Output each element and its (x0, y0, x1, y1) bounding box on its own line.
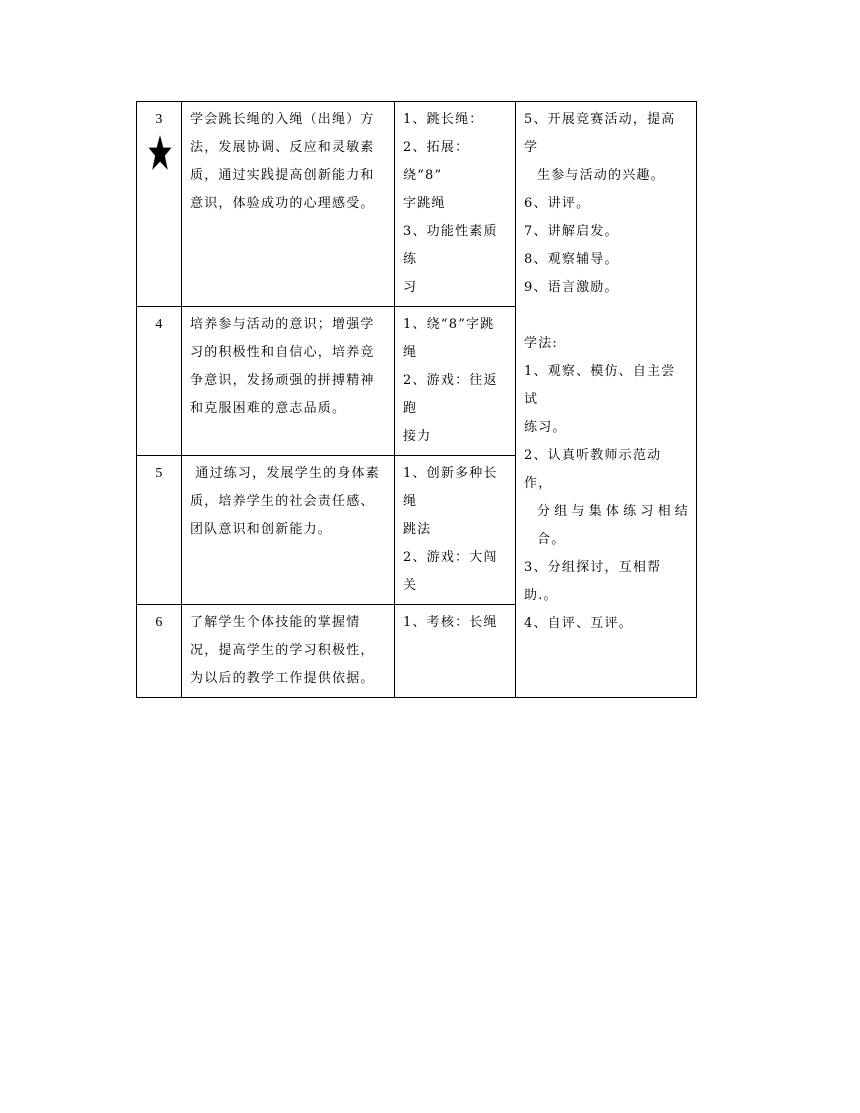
objective-line: 学会跳长绳的入绳（出绳）方 (190, 112, 375, 127)
lesson-plan-table (136, 101, 697, 698)
content-cell (395, 307, 516, 456)
learning-method-line: 练习。 (524, 420, 567, 435)
objective-line: 了解学生个体技能的掌握情 (190, 615, 361, 630)
objective-cell (182, 307, 395, 456)
teaching-method-line: 生参与活动的兴趣。 (537, 168, 665, 183)
content-line: 1、跳长绳： (403, 112, 484, 127)
content-cell (395, 102, 516, 307)
objective-line: 通过练习，发展学生的身体素 (190, 466, 380, 481)
teaching-method-line: 8、观察辅导。 (524, 252, 619, 267)
learning-method-line: 2、认真听教师示范动作， (524, 448, 662, 491)
learning-method-line: 1、观察、模仿、自主尝试 (524, 364, 676, 407)
row-number-cell (137, 102, 182, 307)
objective-line: 质，通过实践提高创新能力和 (190, 168, 375, 183)
objective-line: 况，提高学生的学习积极性， (190, 643, 375, 658)
teaching-method-line: 7、讲解启发。 (524, 224, 619, 239)
content-cell (395, 456, 516, 605)
content-line: 1、创新多种长绳 (403, 466, 498, 509)
objective-line: 和克服困难的意志品质。 (190, 401, 347, 416)
objective-cell (182, 456, 395, 605)
content-line: 3、功能性素质练 (403, 224, 498, 267)
content-line: 字跳绳 (403, 196, 446, 211)
content-line: 1、考核：长绳 (403, 615, 498, 630)
content-line: 接力 (403, 429, 432, 444)
content-line: 2、拓展：绕“8” (403, 140, 470, 183)
row-number-cell (137, 605, 182, 698)
teaching-method-line: 6、讲评。 (524, 196, 591, 211)
row-number: 3 (155, 112, 164, 127)
learning-method-line: 3、分组探讨，互相帮助.。 (524, 560, 662, 603)
spacer (524, 302, 689, 330)
learning-method-title: 学法: (524, 336, 558, 351)
content-line: 绳 (403, 345, 418, 360)
content-line: 2、游戏：往返跑 (403, 373, 498, 416)
content-line: 跳法 (403, 522, 432, 537)
objective-line: 争意识，发扬顽强的拼搏精神 (190, 373, 375, 388)
objective-line: 质，培养学生的社会责任感、 (190, 494, 375, 509)
star-icon (148, 134, 172, 172)
teaching-method-line: 9、语言激励。 (524, 280, 619, 295)
table-row (137, 102, 697, 307)
row-number-cell (137, 307, 182, 456)
content-line: 1、绕“8”字跳 (403, 317, 495, 332)
objective-line: 法，发展协调、反应和灵敏素 (190, 140, 375, 155)
row-number: 5 (155, 466, 164, 481)
row-number: 6 (155, 615, 164, 630)
objective-line: 意识，体验成功的心理感受。 (190, 196, 375, 211)
objective-cell (182, 102, 395, 307)
objective-line: 习的积极性和自信心，培养竞 (190, 345, 375, 360)
row-number: 4 (155, 317, 164, 332)
learning-method-line: 4、自评、互评。 (524, 616, 633, 631)
content-line: 习 (403, 280, 418, 295)
learning-method-line: 合。 (537, 532, 566, 547)
objective-line: 为以后的教学工作提供依据。 (190, 671, 375, 686)
content-cell (395, 605, 516, 698)
objective-line: 培养参与活动的意识；增强学 (190, 317, 375, 332)
content-line: 2、游戏：大闯关 (403, 550, 498, 593)
methods-cell (516, 102, 697, 698)
row-number-cell (137, 456, 182, 605)
objective-line: 团队意识和创新能力。 (190, 522, 333, 537)
objective-cell (182, 605, 395, 698)
teaching-method-line: 5、开展竞赛活动，提高学 (524, 112, 676, 155)
learning-method-line: 分组与集体练习相结 (537, 504, 689, 519)
